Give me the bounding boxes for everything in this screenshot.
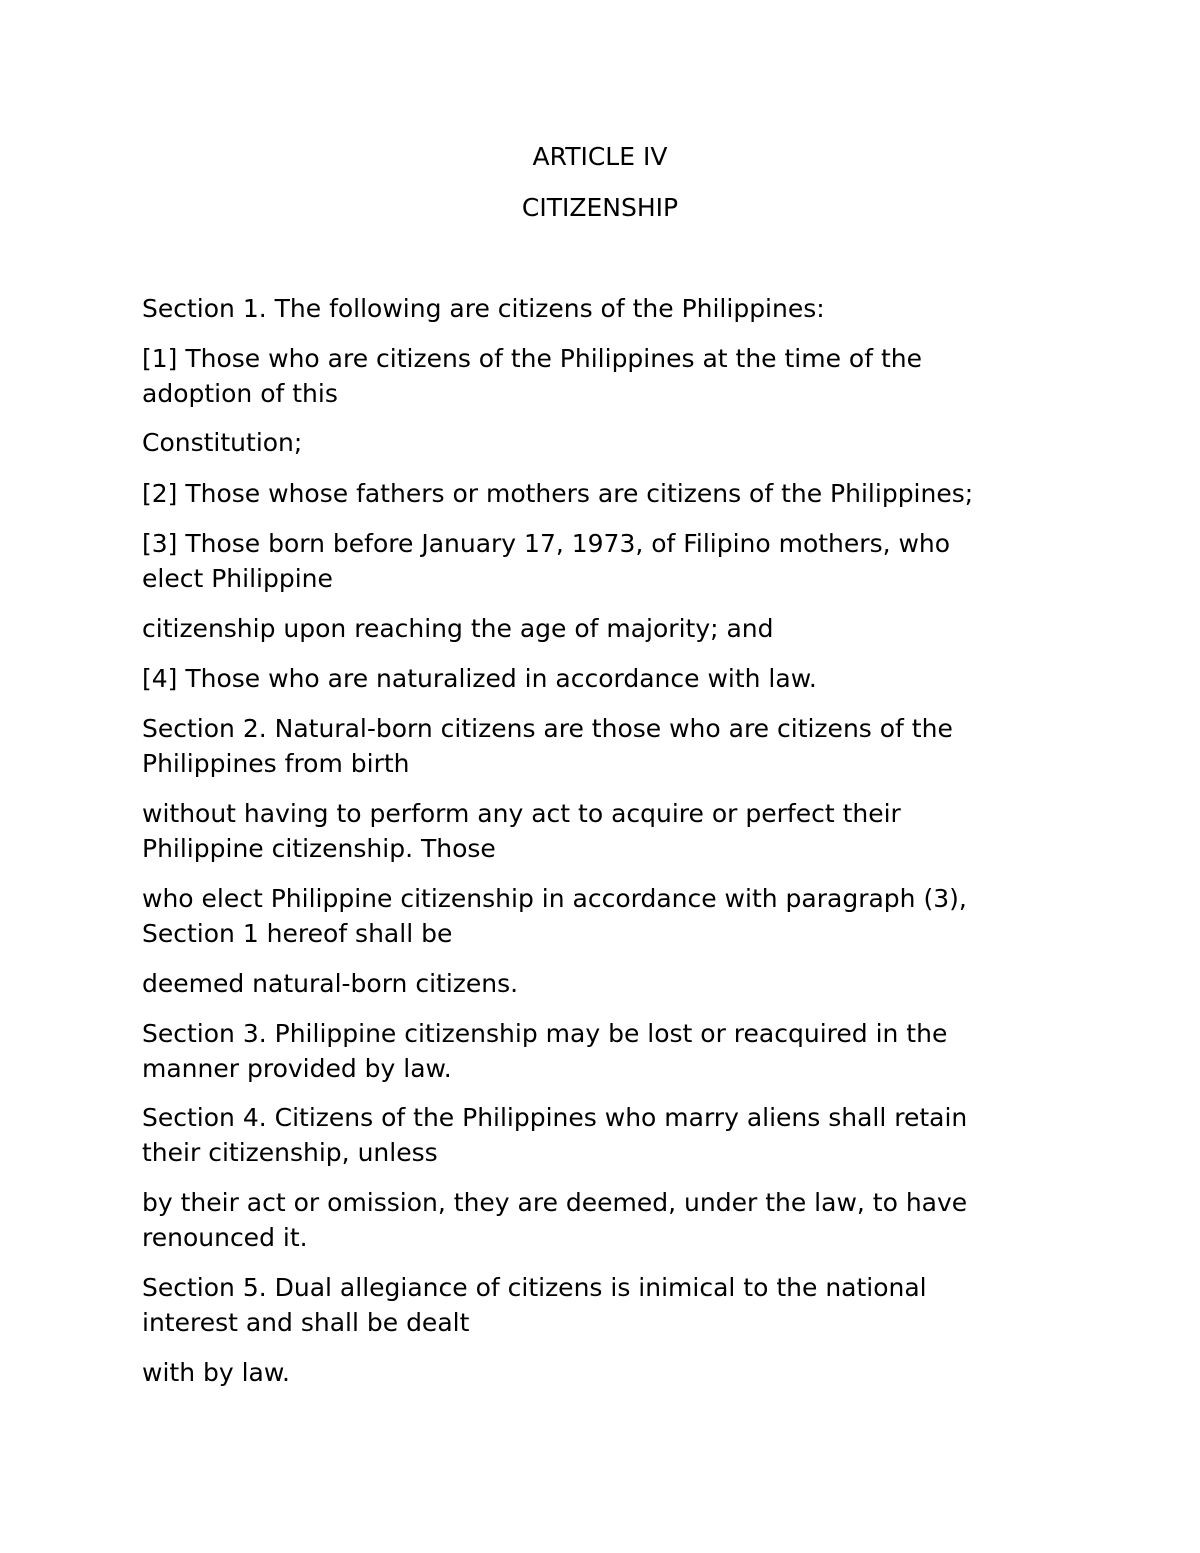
section-2-line-1: Section 2. Natural-born citizens are those who are citizens of the [142, 714, 953, 743]
section-2-line-4: Philippine citizenship. Those [142, 834, 496, 863]
section-1-item-1-line-3: Constitution; [142, 428, 303, 457]
section-2-line-5: who elect Philippine citizenship in accordance with paragraph (3), [142, 884, 967, 913]
section-1-item-3-line-2: elect Philippine [142, 564, 333, 593]
section-5-line-3: with by law. [142, 1358, 290, 1387]
section-1-item-1-line-2: adoption of this [142, 379, 338, 408]
section-4-line-2: their citizenship, unless [142, 1138, 438, 1167]
section-4-line-1: Section 4. Citizens of the Philippines who marry aliens shall retain [142, 1103, 968, 1132]
section-5-line-1: Section 5. Dual allegiance of citizens is inimical to the national [142, 1273, 927, 1302]
section-1-item-3-line-3: citizenship upon reaching the age of majority; and [142, 614, 774, 643]
section-1-item-4: [4] Those who are naturalized in accordance with law. [142, 664, 817, 693]
section-4-line-3: by their act or omission, they are deemed, under the law, to have [142, 1188, 968, 1217]
section-1-intro: Section 1. The following are citizens of the Philippines: [142, 294, 825, 323]
article-label: ARTICLE IV [532, 142, 668, 171]
section-2-line-6: Section 1 hereof shall be [142, 919, 453, 948]
section-2-line-7: deemed natural-born citizens. [142, 969, 519, 998]
section-5-line-2: interest and shall be dealt [142, 1308, 470, 1337]
section-2-line-3: without having to perform any act to acquire or perfect their [142, 799, 901, 828]
section-1-item-2: [2] Those whose fathers or mothers are citizens of the Philippines; [142, 479, 974, 508]
section-4-line-4: renounced it. [142, 1223, 308, 1252]
section-1-item-1-line-1: [1] Those who are citizens of the Philippines at the time of the [142, 344, 922, 373]
section-2-line-2: Philippines from birth [142, 749, 410, 778]
section-3-line-2: manner provided by law. [142, 1054, 452, 1083]
section-1-item-3-line-1: [3] Those born before January 17, 1973, of Filipino mothers, who [142, 529, 951, 558]
section-3-line-1: Section 3. Philippine citizenship may be lost or reacquired in the [142, 1019, 948, 1048]
article-title: CITIZENSHIP [521, 193, 679, 222]
